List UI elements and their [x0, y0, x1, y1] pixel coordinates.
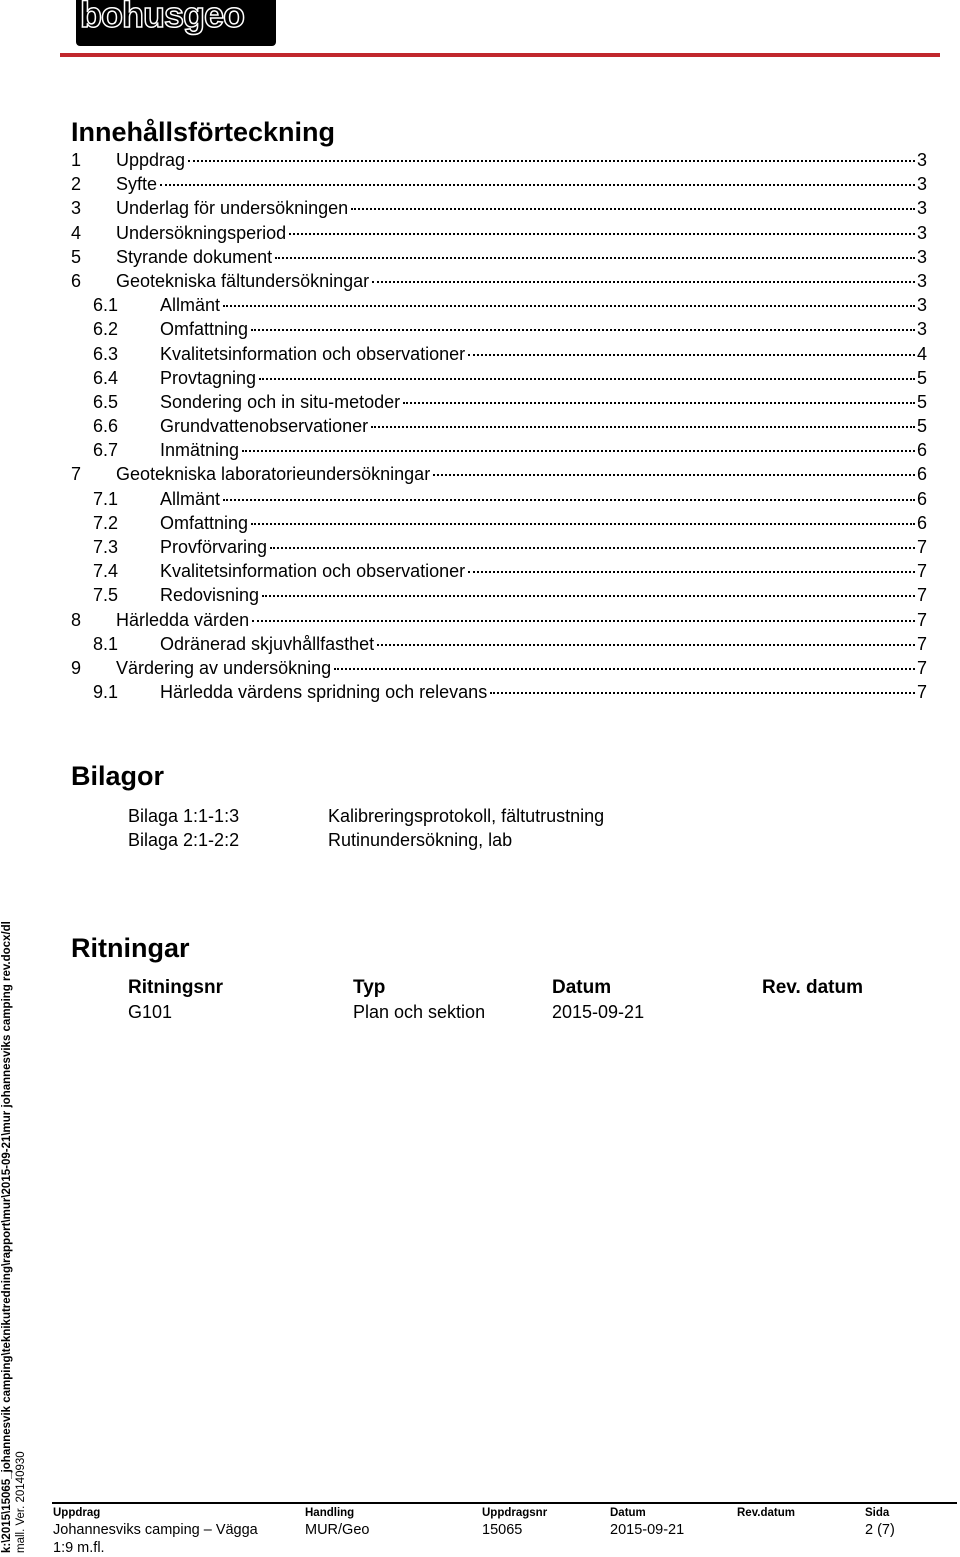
toc-leader-dots: [275, 257, 915, 259]
toc-entry[interactable]: [71, 487, 927, 511]
toc-entry-title: Undersökningsperiod: [116, 222, 287, 243]
toc-entry-title: Härledda värdens spridning och relevans: [160, 682, 488, 703]
toc-entry-page: 3: [916, 295, 927, 316]
toc-entry-page: 3: [916, 270, 927, 291]
toc-entry-number: 7.3: [93, 537, 119, 557]
toc-entry-number: 5: [71, 246, 82, 267]
footer-datum: [610, 1505, 684, 1539]
cell-datum: 2015-09-21: [552, 1002, 645, 1022]
ritningar-table: [128, 976, 902, 1024]
bilaga-desc: Rutinundersökning, lab: [328, 830, 513, 850]
table-of-contents: [71, 148, 927, 704]
toc-entry[interactable]: [71, 293, 927, 317]
toc-entry-number: 6.3: [93, 343, 119, 364]
toc-entry[interactable]: [71, 438, 927, 462]
toc-leader-dots: [160, 184, 915, 186]
bilaga-id: Bilaga 2:1-2:2: [128, 830, 240, 850]
toc-leader-dots: [223, 305, 915, 307]
toc-entry-page: 7: [916, 609, 927, 630]
toc-leader-dots: [468, 571, 915, 573]
toc-entry-number: 8: [71, 609, 82, 630]
toc-entry-number: 6.6: [93, 416, 119, 437]
footer-revdatum: [737, 1505, 795, 1521]
toc-entry-title: Kvalitetsinformation och observationer: [160, 343, 466, 364]
toc-entry-number: 2: [71, 174, 82, 195]
toc-entry-page: 3: [916, 246, 927, 267]
header-rule: [60, 53, 940, 57]
footer-value: 1:9 m.fl.: [53, 1540, 105, 1556]
toc-entry-page: 3: [916, 319, 927, 340]
logo-text: bohusgeo: [80, 0, 244, 35]
toc-entry-page: 7: [916, 633, 927, 654]
toc-entry-page: 6: [916, 488, 927, 509]
toc-entry[interactable]: [71, 511, 927, 535]
toc-entry-page: 3: [916, 174, 927, 195]
toc-leader-dots: [251, 329, 915, 331]
toc-entry-number: 4: [71, 222, 82, 243]
toc-entry-page: 5: [916, 416, 927, 437]
footer-rule: [52, 1502, 957, 1504]
toc-entry-number: 9.1: [93, 682, 119, 703]
toc-entry-title: Underlag för undersökningen: [116, 198, 349, 219]
toc-entry[interactable]: [71, 559, 927, 583]
toc-entry-number: 7.2: [93, 512, 119, 533]
toc-leader-dots: [252, 620, 915, 622]
toc-entry-number: 6.4: [93, 367, 119, 388]
file-path-margin: [0, 913, 32, 1555]
col-ritningsnr: Ritningsnr: [128, 977, 223, 998]
footer-sida: [865, 1505, 895, 1539]
toc-entry-number: 1: [71, 150, 82, 170]
toc-entry-page: 7: [916, 537, 927, 557]
footer-value: Johannesviks camping – Vägga: [53, 1522, 258, 1538]
cell-rev-datum: [762, 1000, 902, 1024]
toc-leader-dots: [289, 233, 915, 235]
toc-entry-number: 7.1: [93, 488, 119, 509]
col-rev-datum: Rev. datum: [762, 977, 864, 998]
toc-entry-page: 3: [916, 150, 927, 170]
toc-entry[interactable]: [71, 680, 927, 704]
toc-entry-title: Syfte: [116, 174, 158, 195]
toc-entry[interactable]: [71, 172, 927, 196]
toc-entry-title: Provtagning: [160, 367, 257, 388]
footer-label: Datum: [610, 1507, 646, 1519]
toc-entry[interactable]: [71, 269, 927, 293]
footer-uppdragsnr: [482, 1505, 547, 1539]
toc-entry-title: Redovisning: [160, 585, 260, 606]
toc-entry-page: 6: [916, 512, 927, 533]
toc-leader-dots: [251, 523, 915, 525]
toc-entry-title: Allmänt: [160, 488, 221, 509]
footer-value: 15065: [482, 1522, 523, 1538]
toc-leader-dots: [468, 354, 915, 356]
bilagor-heading: Bilagor: [71, 761, 165, 791]
bilagor-list: [128, 804, 604, 852]
toc-entry-page: 6: [916, 440, 927, 461]
toc-entry-number: 6.2: [93, 319, 119, 340]
toc-entry-number: 7.5: [93, 585, 119, 606]
toc-entry-title: Sondering och in situ-metoder: [160, 391, 401, 412]
toc-heading: Innehållsförteckning: [71, 117, 336, 147]
company-logo: [76, 0, 276, 46]
toc-entry[interactable]: [71, 462, 927, 486]
bilaga-id: Bilaga 1:1-1:3: [128, 806, 240, 826]
footer-label: Rev.datum: [737, 1507, 795, 1519]
toc-leader-dots: [270, 547, 915, 549]
toc-entry-page: 7: [916, 657, 927, 678]
footer-value: 2015-09-21: [610, 1522, 685, 1538]
toc-entry-number: 3: [71, 198, 82, 219]
toc-entry[interactable]: [71, 656, 927, 680]
toc-entry-title: Allmänt: [160, 295, 221, 316]
toc-entry-page: 5: [916, 367, 927, 388]
toc-leader-dots: [262, 595, 915, 597]
toc-entry-title: Odränerad skjuvhållfasthet: [160, 633, 375, 654]
footer-handling: [305, 1505, 369, 1539]
file-path: k:\2015\15065_johannesvik camping\teknikutredning\rapport\mur\2015-09-21\mur johannesviks camping rev.docx/dl: [1, 921, 13, 1553]
toc-entry-number: 7.4: [93, 561, 119, 582]
toc-leader-dots: [242, 450, 915, 452]
toc-leader-dots: [223, 499, 915, 501]
toc-leader-dots: [371, 426, 915, 428]
col-datum: Datum: [552, 977, 612, 998]
toc-leader-dots: [259, 378, 915, 380]
toc-entry-number: 6.7: [93, 440, 119, 461]
template-version: mall. Ver. 20140930: [15, 1451, 27, 1553]
bilaga-row: [128, 828, 604, 852]
toc-entry-title: Omfattning: [160, 512, 249, 533]
bilaga-row: [128, 804, 604, 828]
toc-entry[interactable]: [71, 342, 927, 366]
bilaga-desc: Kalibreringsprotokoll, fältutrustning: [328, 806, 605, 826]
toc-entry-title: Uppdrag: [116, 150, 186, 170]
footer-label: Handling: [305, 1507, 355, 1519]
toc-entry-title: Inmätning: [160, 440, 240, 461]
toc-entry[interactable]: [71, 245, 927, 269]
toc-entry-page: 7: [916, 585, 927, 606]
toc-entry-title: Värdering av undersökning: [116, 657, 332, 678]
toc-leader-dots: [490, 692, 915, 694]
toc-entry-title: Geotekniska laboratorieundersökningar: [116, 464, 431, 485]
toc-entry[interactable]: [71, 608, 927, 632]
toc-entry-number: 9: [71, 657, 82, 678]
footer-uppdrag: [53, 1505, 258, 1557]
toc-entry-title: Provförvaring: [160, 537, 268, 557]
toc-entry-page: 3: [916, 198, 927, 219]
toc-entry-page: 6: [916, 464, 927, 485]
toc-entry-page: 4: [916, 343, 927, 364]
table-row: [128, 1000, 902, 1024]
toc-leader-dots: [188, 160, 915, 162]
toc-entry-title: Grundvattenobservationer: [160, 416, 369, 437]
toc-leader-dots: [372, 281, 915, 283]
cell-ritningsnr: G101: [128, 1002, 173, 1022]
toc-leader-dots: [377, 644, 915, 646]
toc-entry-page: 5: [916, 391, 927, 412]
toc-entry[interactable]: [71, 221, 927, 245]
toc-leader-dots: [433, 474, 915, 476]
toc-entry-title: Styrande dokument: [116, 246, 273, 267]
ritningar-heading: Ritningar: [71, 933, 190, 963]
toc-entry-title: Härledda värden: [116, 609, 250, 630]
toc-leader-dots: [403, 402, 915, 404]
footer-label: Uppdragsnr: [482, 1507, 548, 1519]
toc-entry-number: 6.5: [93, 391, 119, 412]
toc-entry[interactable]: [71, 632, 927, 656]
footer-value: MUR/Geo: [305, 1522, 370, 1538]
toc-entry[interactable]: [71, 148, 927, 172]
cell-typ: Plan och sektion: [353, 1002, 486, 1022]
toc-entry-number: 6.1: [93, 295, 119, 316]
toc-entry-title: Kvalitetsinformation och observationer: [160, 561, 466, 582]
toc-entry[interactable]: [71, 317, 927, 341]
toc-entry[interactable]: [71, 414, 927, 438]
footer-value: 2 (7): [865, 1522, 895, 1538]
toc-entry-page: 7: [916, 682, 927, 703]
toc-entry-page: 7: [916, 561, 927, 582]
toc-leader-dots: [334, 668, 915, 670]
toc-entry[interactable]: [71, 196, 927, 220]
toc-entry-page: 3: [916, 222, 927, 243]
toc-entry[interactable]: [71, 366, 927, 390]
toc-entry-title: Omfattning: [160, 319, 249, 340]
ritningar-header-row: [128, 976, 902, 1000]
toc-entry-number: 8.1: [93, 633, 119, 654]
toc-entry[interactable]: [71, 583, 927, 607]
toc-entry[interactable]: [71, 390, 927, 414]
footer-label: Sida: [865, 1507, 890, 1519]
footer-label: Uppdrag: [53, 1507, 101, 1519]
toc-entry-title: Geotekniska fältundersökningar: [116, 270, 370, 291]
col-typ: Typ: [353, 977, 386, 998]
toc-leader-dots: [351, 208, 915, 210]
toc-entry-number: 7: [71, 464, 82, 485]
toc-entry-number: 6: [71, 270, 82, 291]
toc-entry[interactable]: [71, 535, 927, 559]
